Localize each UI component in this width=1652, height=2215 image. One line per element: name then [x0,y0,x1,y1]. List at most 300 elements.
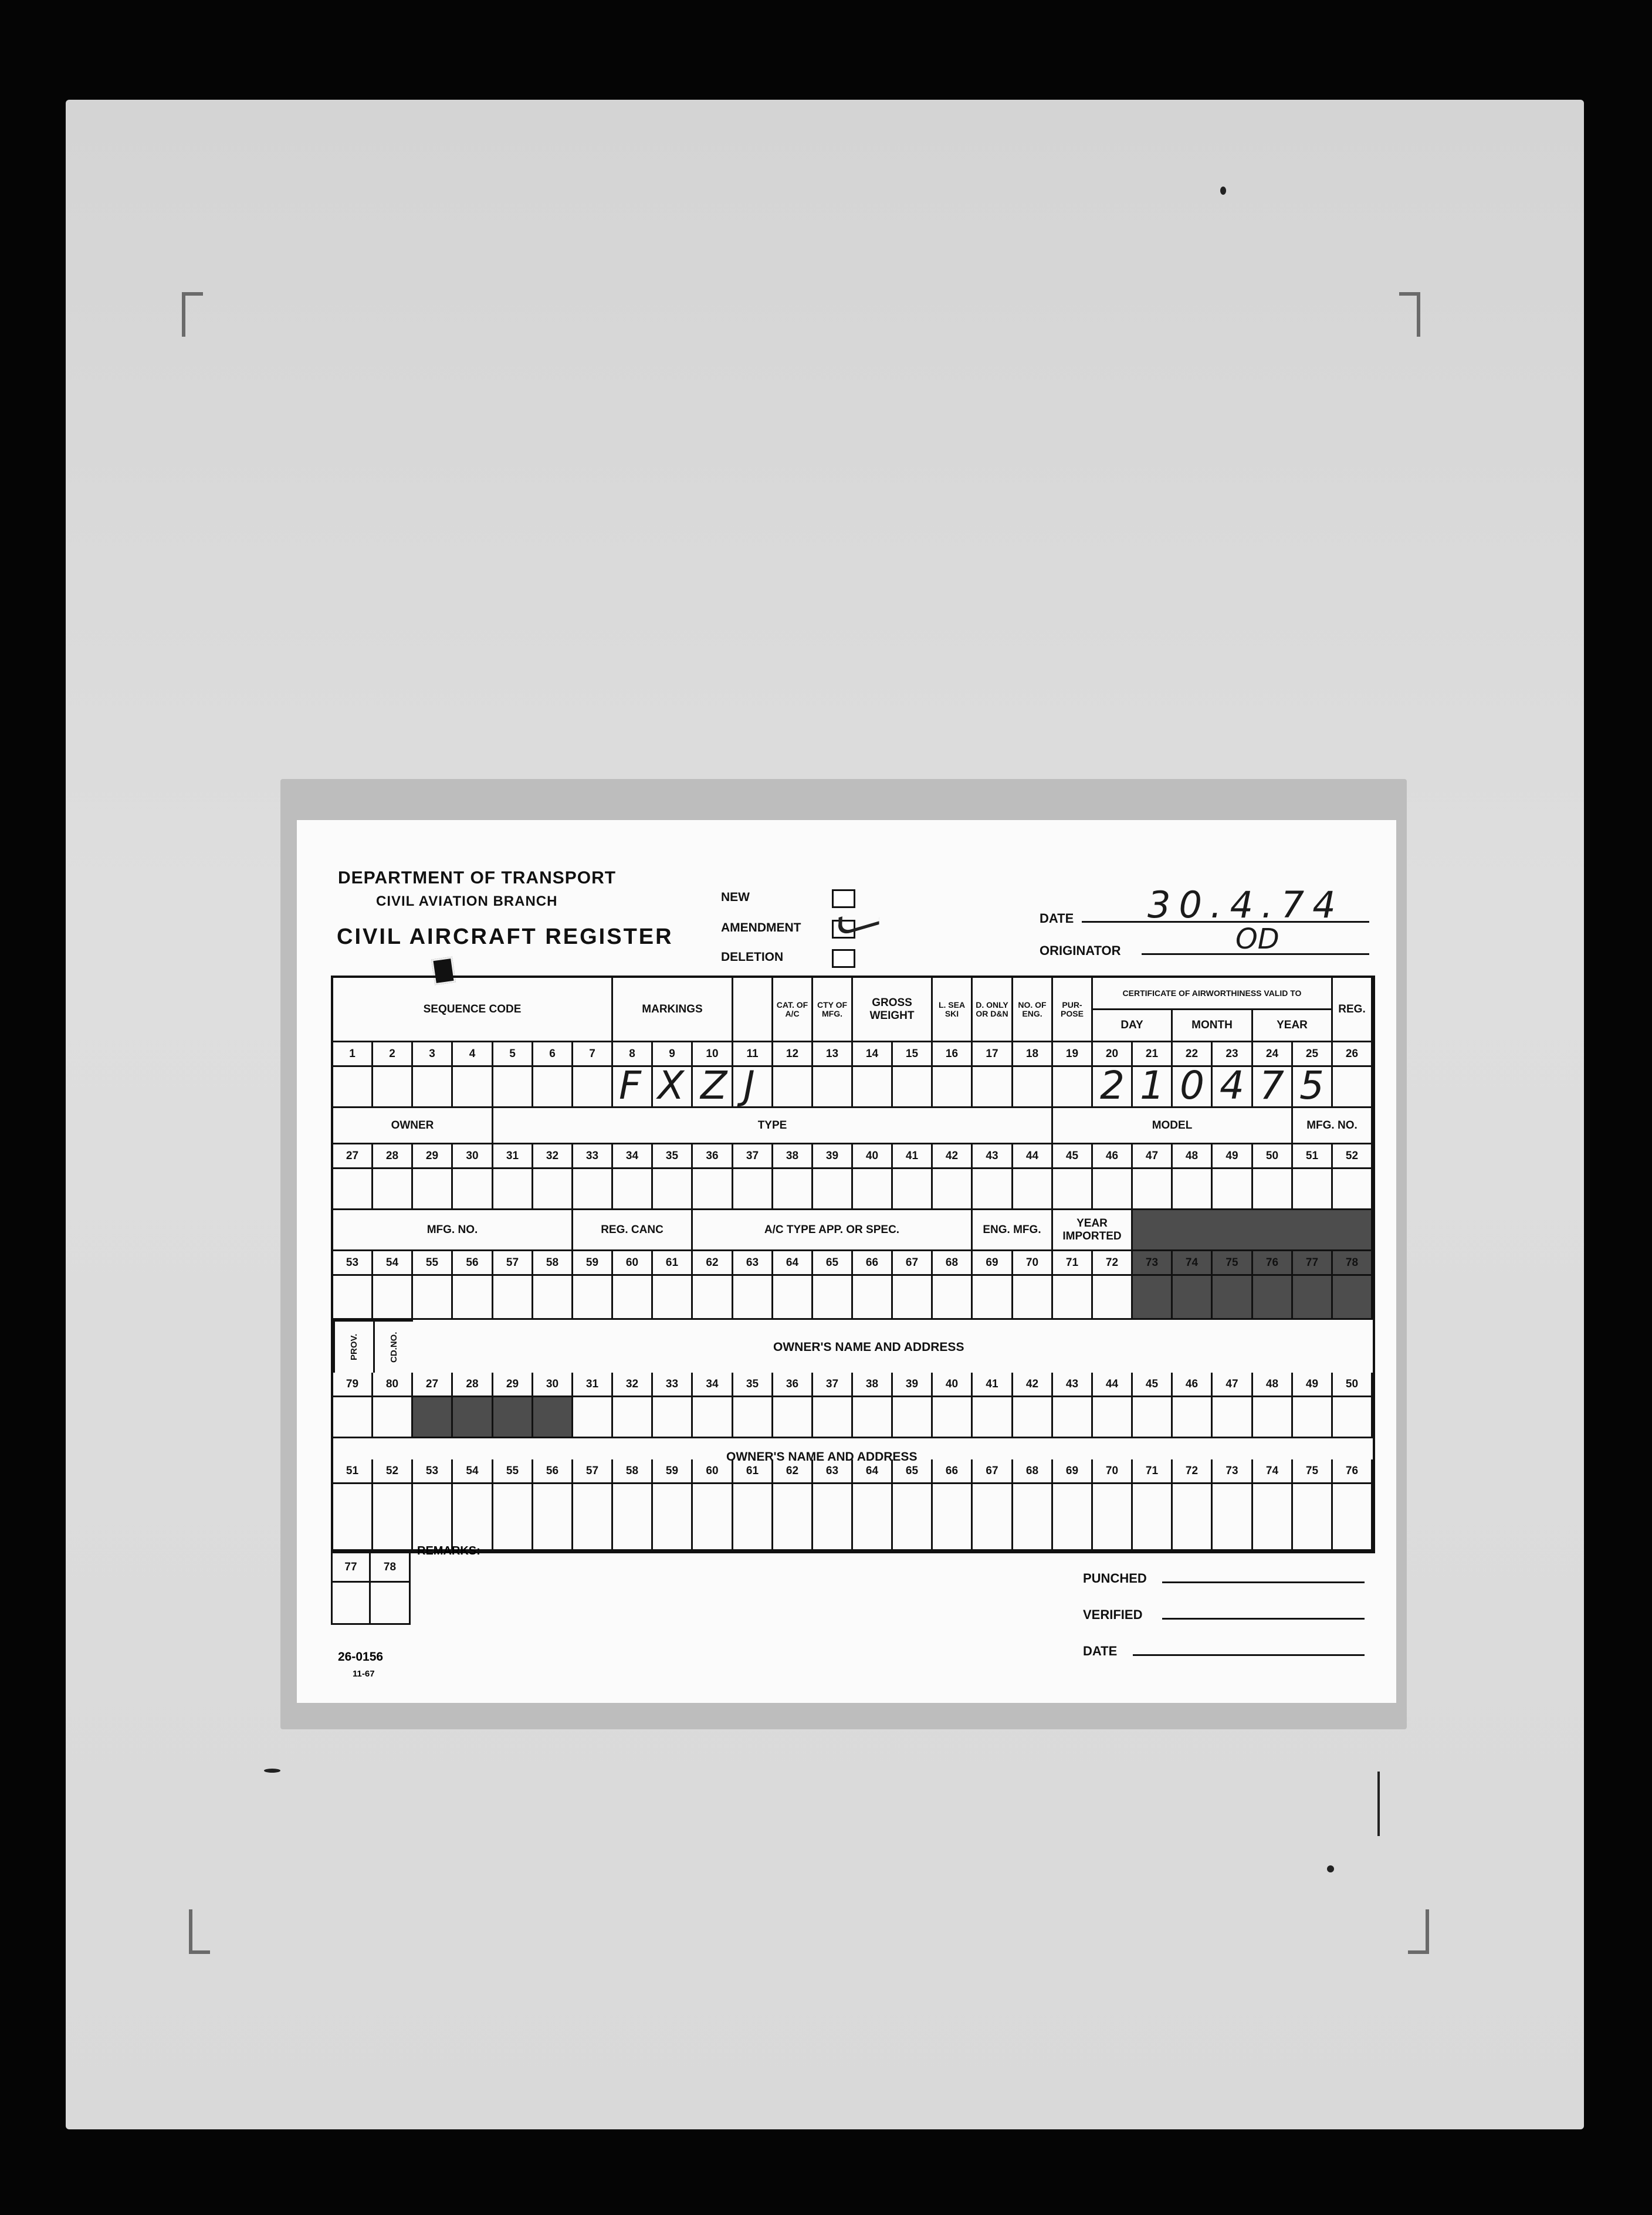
punched-line [1162,1581,1365,1583]
column-number: 46 [1173,1373,1213,1397]
column-number: 72 [1093,1251,1133,1276]
row4-entry-cell[interactable] [1133,1397,1173,1438]
column-number: 58 [533,1251,573,1276]
column-number: 56 [453,1251,493,1276]
row5-entry-cell[interactable] [1253,1484,1293,1551]
column-number: 37 [813,1373,853,1397]
column-number: 28 [453,1373,493,1397]
column-number: 19 [1053,1042,1093,1067]
column-number: 41 [893,1144,933,1169]
column-number: 27 [413,1373,453,1397]
speck [1327,1865,1334,1872]
column-number: 13 [813,1042,853,1067]
column-number: 34 [613,1144,653,1169]
row4-entry-cell[interactable] [733,1397,773,1438]
column-number: 71 [1133,1459,1173,1484]
row2-entry-cell[interactable] [1173,1169,1213,1210]
row4-entry-cell[interactable] [693,1397,733,1438]
row1-entry-cell[interactable] [413,1067,453,1108]
row1-entry-cell[interactable] [933,1067,973,1108]
cat-header: CAT. OF A/C [773,978,813,1042]
owner-header: OWNER [333,1108,493,1144]
register-grid [331,976,1375,1553]
column-number: 43 [973,1144,1013,1169]
column-number: 24 [1253,1042,1293,1067]
row1-entry-cell[interactable] [1013,1067,1053,1108]
verified-label: VERIFIED [1083,1607,1143,1622]
column-number: 21 [1133,1042,1173,1067]
row3-entry-cell[interactable] [453,1276,493,1320]
column-number: 39 [893,1373,933,1397]
column-number: 49 [1213,1144,1253,1169]
row5-entry-cell[interactable] [1173,1484,1213,1551]
row3-entry-cell[interactable] [1213,1276,1253,1320]
row3-entry-cell[interactable] [933,1276,973,1320]
dept-title: DEPARTMENT OF TRANSPORT [338,868,617,888]
gross-weight-header: GROSS WEIGHT [853,978,933,1042]
row5-entry-cell[interactable] [493,1484,533,1551]
row2-entry-cell[interactable] [733,1169,773,1210]
row3-entry-cell[interactable] [333,1276,373,1320]
row5-entry-cell[interactable] [973,1484,1013,1551]
deletion-label: DELETION [721,950,784,964]
column-number: 46 [1093,1144,1133,1169]
row3-entry-cell[interactable] [1093,1276,1133,1320]
row4-entry-cell[interactable] [493,1397,533,1438]
row2-entry-cell[interactable] [533,1169,573,1210]
column-number: 74 [1253,1459,1293,1484]
year-header: YEAR [1253,1010,1333,1042]
row5-entry-cell[interactable] [853,1484,893,1551]
column-number: 48 [1173,1144,1213,1169]
row4-entry-cell[interactable] [573,1397,613,1438]
column-number: 6 [533,1042,573,1067]
row3-entry-cell[interactable] [1013,1276,1053,1320]
row2-entry-cell[interactable] [1133,1169,1173,1210]
column-number: 70 [1013,1251,1053,1276]
column-number: 32 [533,1144,573,1169]
row5-entry-cell[interactable] [1133,1484,1173,1551]
row5-entry-cell[interactable] [733,1484,773,1551]
row5-entry-cell[interactable] [933,1484,973,1551]
row2-entry-cell[interactable] [1293,1169,1333,1210]
row3-entry-cell[interactable] [373,1276,413,1320]
column-number: 15 [893,1042,933,1067]
column-number: 34 [693,1373,733,1397]
sequence-code-header: SEQUENCE CODE [333,978,613,1042]
row5-entry-cell[interactable] [1333,1484,1373,1551]
row4-entry-cell[interactable] [1293,1397,1333,1438]
column-number: 57 [493,1251,533,1276]
row1-entry-cell[interactable] [533,1067,573,1108]
column-number: 52 [1333,1144,1373,1169]
row3-entry-cell[interactable] [1293,1276,1333,1320]
column-number: 51 [1293,1144,1333,1169]
column-number: 60 [613,1251,653,1276]
deletion-checkbox[interactable] [832,949,855,968]
column-number: 2 [373,1042,413,1067]
airworthiness-value[interactable]: 210475 [1100,1063,1339,1108]
column-number: 76 [1253,1251,1293,1276]
column-number: 41 [973,1373,1013,1397]
row5-entry-cell[interactable] [613,1484,653,1551]
column-number: 29 [493,1373,533,1397]
shaded-block [1133,1210,1373,1251]
footer-date-label: DATE [1083,1644,1118,1658]
row5-entry-cell[interactable] [773,1484,813,1551]
row5-entry-cell[interactable] [813,1484,853,1551]
date-value[interactable]: 30.4.74 [1147,883,1344,926]
row3-entry-cell[interactable] [1053,1276,1093,1320]
row5-entry-cell[interactable] [1053,1484,1093,1551]
column-number: 1 [333,1042,373,1067]
reg-canc-header: REG. CANC [573,1210,693,1251]
column-number: 63 [733,1251,773,1276]
column-number: 45 [1133,1373,1173,1397]
column-number: 3 [413,1042,453,1067]
remarks-label: REMARKS: [417,1545,480,1557]
column-number: 42 [1013,1373,1053,1397]
column-number: 79 [333,1373,373,1397]
prov-header: PROV. [333,1320,373,1373]
column-number: 33 [653,1373,693,1397]
model-header: MODEL [1053,1108,1293,1144]
column-number: 35 [733,1373,773,1397]
row5-entry-cell[interactable] [373,1484,413,1551]
row4-entry-cell[interactable] [453,1397,493,1438]
column-number: 44 [1013,1144,1053,1169]
column-number: 65 [893,1459,933,1484]
crop-mark [1399,292,1420,337]
row1-entry-cell[interactable] [853,1067,893,1108]
column-number: 32 [613,1373,653,1397]
row5-entry-cell[interactable] [533,1484,573,1551]
column-number: 69 [1053,1459,1093,1484]
column-number: 22 [1173,1042,1213,1067]
row1-entry-cell[interactable] [333,1067,373,1108]
column-number: 30 [453,1144,493,1169]
row4-entry-cell[interactable] [373,1397,413,1438]
row4-entry-cell[interactable] [773,1397,813,1438]
column-number: 8 [613,1042,653,1067]
cty-header: CTY OF MFG. [813,978,853,1042]
column-number: 30 [533,1373,573,1397]
column-number: 53 [333,1251,373,1276]
column-number: 4 [453,1042,493,1067]
sea-ski-header: L. SEA SKI [933,978,973,1042]
column-number: 68 [933,1251,973,1276]
row2-entry-cell[interactable] [813,1169,853,1210]
column-number: 58 [613,1459,653,1484]
row5-entry-cell[interactable] [413,1484,453,1551]
d-only-header: D. ONLY OR D&N [973,978,1013,1042]
remarks-cells [331,1553,411,1641]
column-number: 80 [373,1373,413,1397]
row4-entry-cell[interactable] [1173,1397,1213,1438]
row4-entry-cell[interactable] [1333,1397,1373,1438]
column-number: 14 [853,1042,893,1067]
row3-entry-cell[interactable] [693,1276,733,1320]
row1-entry-cell[interactable] [453,1067,493,1108]
column-number: 47 [1213,1373,1253,1397]
row1-entry-cell[interactable] [373,1067,413,1108]
row3-entry-cell[interactable] [813,1276,853,1320]
column-number: 47 [1133,1144,1173,1169]
row1-entry-cell[interactable] [493,1067,533,1108]
row4-entry-cell[interactable] [1213,1397,1253,1438]
column-number: 31 [573,1373,613,1397]
row2-entry-cell[interactable] [453,1169,493,1210]
row5-entry-cell[interactable] [1093,1484,1133,1551]
column-number: 27 [333,1144,373,1169]
column-number: 67 [893,1251,933,1276]
column-number: 26 [1333,1042,1373,1067]
mfg-no-header-2: MFG. NO. [333,1210,573,1251]
markings-value[interactable]: FXZJ [619,1063,771,1108]
row4-entry-cell[interactable] [893,1397,933,1438]
type-app-header: A/C TYPE APP. OR SPEC. [693,1210,973,1251]
new-label: NEW [721,890,750,904]
row4-entry-cell[interactable] [853,1397,893,1438]
new-checkbox[interactable] [832,889,855,908]
column-number: 36 [773,1373,813,1397]
row2-entry-cell[interactable] [853,1169,893,1210]
column-number: 35 [653,1144,693,1169]
reg-header: REG. [1333,978,1373,1042]
column-number: 31 [493,1144,533,1169]
originator-value[interactable]: OD [1235,923,1279,956]
row3-entry-cell[interactable] [1133,1276,1173,1320]
column-number: 72 [1173,1459,1213,1484]
row5-entry-cell[interactable] [653,1484,693,1551]
row3-entry-cell[interactable] [1253,1276,1293,1320]
row4-entry-cell[interactable] [533,1397,573,1438]
row2-entry-cell[interactable] [1213,1169,1253,1210]
row2-entry-cell[interactable] [1333,1169,1373,1210]
column-number: 33 [573,1144,613,1169]
row2-entry-cell[interactable] [773,1169,813,1210]
purpose-header: PUR-POSE [1053,978,1093,1042]
row2-entry-cell[interactable] [1093,1169,1133,1210]
row4-entry-cell[interactable] [613,1397,653,1438]
row4-entry-cell[interactable] [973,1397,1013,1438]
row5-entry-cell[interactable] [1013,1484,1053,1551]
row4-entry-cell[interactable] [1093,1397,1133,1438]
row4-entry-cell[interactable] [1253,1397,1293,1438]
column-number: 23 [1213,1042,1253,1067]
column-number: 42 [933,1144,973,1169]
row4-entry-cell[interactable] [813,1397,853,1438]
month-header: MONTH [1173,1010,1253,1042]
column-number: 68 [1013,1459,1053,1484]
row4-entry-cell[interactable] [333,1397,373,1438]
column-number: 61 [733,1459,773,1484]
column-number: 63 [813,1459,853,1484]
row2-entry-cell[interactable] [653,1169,693,1210]
row2-entry-cell[interactable] [373,1169,413,1210]
airworthiness-header: CERTIFICATE OF AIRWORTHINESS VALID TO [1093,978,1333,1010]
column-number: 16 [933,1042,973,1067]
markings-header: MARKINGS [613,978,733,1042]
column-number: 25 [1293,1042,1333,1067]
column-number: 40 [933,1373,973,1397]
mfg-no-header: MFG. NO. [1293,1108,1373,1144]
column-number: 48 [1253,1373,1293,1397]
register-title: CIVIL AIRCRAFT REGISTER [337,924,673,949]
column-number: 12 [773,1042,813,1067]
row2-entry-cell[interactable] [933,1169,973,1210]
row2-entry-cell[interactable] [1253,1169,1293,1210]
row3-entry-cell[interactable] [893,1276,933,1320]
column-number: 76 [1333,1459,1373,1484]
row3-entry-cell[interactable] [413,1276,453,1320]
row1-entry-cell[interactable] [1053,1067,1093,1108]
column-number: 66 [853,1251,893,1276]
row3-entry-cell[interactable] [733,1276,773,1320]
row2-entry-cell[interactable] [613,1169,653,1210]
row5-entry-cell[interactable] [1213,1484,1253,1551]
row5-entry-cell[interactable] [693,1484,733,1551]
row5-entry-cell[interactable] [453,1484,493,1551]
row5-entry-cell[interactable] [1293,1484,1333,1551]
column-number: 44 [1093,1373,1133,1397]
column-number: 60 [693,1459,733,1484]
row5-entry-cell[interactable] [573,1484,613,1551]
date-label: DATE [1040,911,1074,926]
row4-entry-cell[interactable] [653,1397,693,1438]
column-number: 40 [853,1144,893,1169]
column-number: 59 [653,1459,693,1484]
row2-entry-cell[interactable] [413,1169,453,1210]
remarks-entry-cell[interactable] [331,1583,371,1625]
row3-entry-cell[interactable] [973,1276,1013,1320]
row2-entry-cell[interactable] [693,1169,733,1210]
column-number: 61 [653,1251,693,1276]
column-number: 10 [693,1042,733,1067]
row3-entry-cell[interactable] [573,1276,613,1320]
amendment-label: AMENDMENT [721,921,801,934]
owner-address-header-2: OWNER'S NAME AND ADDRESS [726,1450,918,1464]
column-number: 75 [1293,1459,1333,1484]
column-number: 50 [1253,1144,1293,1169]
row3-entry-cell[interactable] [493,1276,533,1320]
column-number: 64 [773,1251,813,1276]
row3-entry-cell[interactable] [853,1276,893,1320]
row4-entry-cell[interactable] [1013,1397,1053,1438]
column-number: 78 [1333,1251,1373,1276]
row2-entry-cell[interactable] [1013,1169,1053,1210]
row2-entry-cell[interactable] [573,1169,613,1210]
no-eng-header: NO. OF ENG. [1013,978,1053,1042]
row4-entry-cell[interactable] [1053,1397,1093,1438]
speck [1220,187,1226,195]
column-number: 52 [373,1459,413,1484]
form-number: 26-0156 [338,1650,384,1664]
crop-mark [189,1909,210,1954]
row4-entry-cell[interactable] [413,1397,453,1438]
column-number: 39 [813,1144,853,1169]
row2-entry-cell[interactable] [333,1169,373,1210]
column-number: 5 [493,1042,533,1067]
column-number: 70 [1093,1459,1133,1484]
column-number: 9 [653,1042,693,1067]
column-number: 43 [1053,1373,1093,1397]
column-number: 59 [573,1251,613,1276]
remarks-entry-cell[interactable] [371,1583,411,1625]
column-number: 11 [733,1042,773,1067]
row1-entry-cell[interactable] [573,1067,613,1108]
column-number: 62 [773,1459,813,1484]
column-number: 36 [693,1144,733,1169]
type-header: TYPE [493,1108,1053,1144]
column-number: 7 [573,1042,613,1067]
column-number: 38 [853,1373,893,1397]
row3-entry-cell[interactable] [773,1276,813,1320]
row4-entry-cell[interactable] [933,1397,973,1438]
owner-address-header: OWNER'S NAME AND ADDRESS [773,1340,964,1354]
column-number: 54 [373,1251,413,1276]
column-number: 38 [773,1144,813,1169]
row3-entry-cell[interactable] [613,1276,653,1320]
row5-entry-cell[interactable] [333,1484,373,1551]
column-number: 57 [573,1459,613,1484]
row1-entry-cell[interactable] [813,1067,853,1108]
check-mark-icon [838,906,879,937]
row3-entry-cell[interactable] [1333,1276,1373,1320]
column-number: 28 [373,1144,413,1169]
verified-line [1162,1618,1365,1620]
form-date: 11-67 [353,1669,375,1679]
row3-entry-cell[interactable] [653,1276,693,1320]
column-number: 64 [853,1459,893,1484]
register-card [297,820,1396,1703]
row2-entry-cell[interactable] [1053,1169,1093,1210]
column-number: 67 [973,1459,1013,1484]
column-number: 74 [1173,1251,1213,1276]
remarks-column-number: 78 [371,1553,411,1583]
row1-entry-cell[interactable] [893,1067,933,1108]
column-number: 50 [1333,1373,1373,1397]
row1-entry-cell[interactable] [973,1067,1013,1108]
row3-entry-cell[interactable] [533,1276,573,1320]
year-imported-header: YEAR IMPORTED [1053,1210,1133,1251]
column-number: 62 [693,1251,733,1276]
row1-entry-cell[interactable] [773,1067,813,1108]
day-header: DAY [1093,1010,1173,1042]
blank-header [733,978,773,1042]
column-number: 17 [973,1042,1013,1067]
column-number: 20 [1093,1042,1133,1067]
row3-entry-cell[interactable] [1173,1276,1213,1320]
crop-mark [1408,1909,1429,1954]
column-number: 71 [1053,1251,1093,1276]
row2-entry-cell[interactable] [973,1169,1013,1210]
crop-mark [182,292,203,337]
column-number: 51 [333,1459,373,1484]
row2-entry-cell[interactable] [493,1169,533,1210]
column-number: 77 [1293,1251,1333,1276]
row2-entry-cell[interactable] [893,1169,933,1210]
column-number: 73 [1133,1251,1173,1276]
column-number: 18 [1013,1042,1053,1067]
column-number: 56 [533,1459,573,1484]
punched-label: PUNCHED [1083,1571,1147,1586]
row5-entry-cell[interactable] [893,1484,933,1551]
speck [1377,1772,1380,1836]
cd-no-header: CD.NO. [373,1320,413,1373]
column-number: 29 [413,1144,453,1169]
branch-title: CIVIL AVIATION BRANCH [376,893,558,909]
